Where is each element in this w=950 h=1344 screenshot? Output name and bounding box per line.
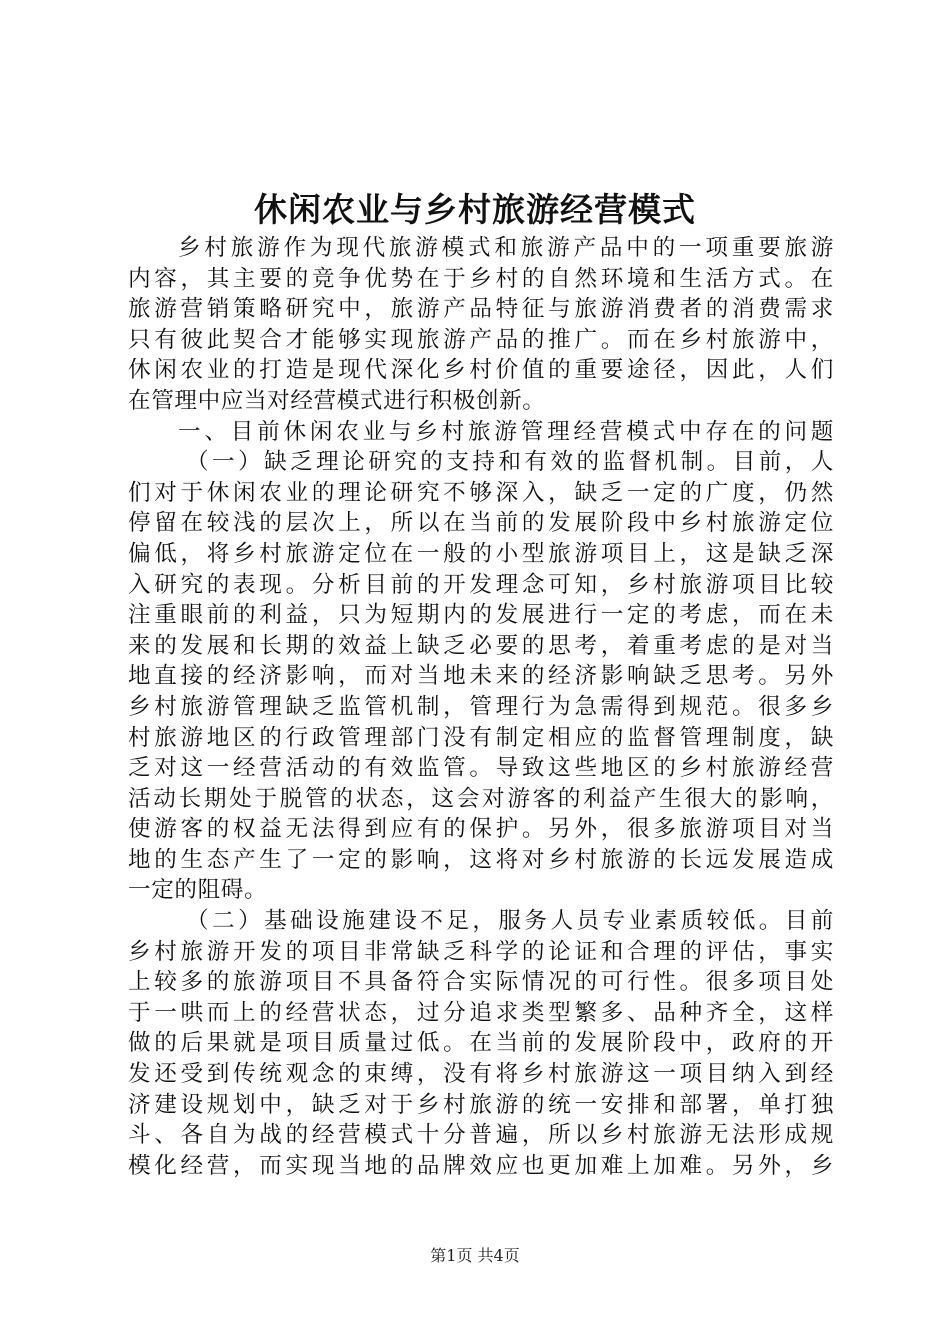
page-number: 第1页 共4页: [430, 1246, 520, 1265]
paragraph-line: 乡村旅游开发的项目非常缺乏科学的论证和合理的评估，事实: [128, 938, 834, 965]
paragraph-line: 一定的阻碍。: [128, 877, 268, 904]
paragraph-line: 于一哄而上的经营状态，过分追求类型繁多、品种齐全，这样: [128, 999, 834, 1026]
paragraph-line: 内容，其主要的竞争优势在于乡村的自然环境和生活方式。在: [128, 265, 834, 292]
paragraph-line: 来的发展和长期的效益上缺乏必要的思考，着重考虑的是对当: [128, 632, 834, 659]
paragraph-line: 地直接的经济影响，而对当地未来的经济影响缺乏思考。另外: [128, 663, 834, 690]
paragraph-line: 做的后果就是项目质量过低。在当前的发展阶段中，政府的开: [128, 1030, 834, 1057]
paragraph-line: 活动长期处于脱管的状态，这会对游客的利益产生很大的影响，: [128, 785, 834, 812]
paragraph-line: 上较多的旅游项目不具备符合实际情况的可行性。很多项目处: [128, 969, 834, 996]
paragraph-line: 模化经营，而实现当地的品牌效应也更加难上加难。另外，乡: [128, 1152, 834, 1179]
paragraph-line: 在管理中应当对经营模式进行积极创新。: [128, 387, 546, 414]
paragraph-line: 地的生态产生了一定的影响，这将对乡村旅游的长远发展造成: [128, 846, 834, 873]
document-body: [128, 233, 834, 1181]
document-title: 休闲农业与乡村旅游经营模式: [254, 190, 696, 229]
paragraph-line: 乏对这一经营活动的有效监管。导致这些地区的乡村旅游经营: [128, 755, 834, 782]
paragraph-line: 注重眼前的利益，只为短期内的发展进行一定的考虑，而在未: [128, 602, 834, 629]
paragraph-line: 使游客的权益无法得到应有的保护。另外，很多旅游项目对当: [128, 816, 834, 843]
paragraph-line: （一）缺乏理论研究的支持和有效的监督机制。目前，人: [186, 449, 834, 476]
paragraph-line: （二）基础设施建设不足，服务人员专业素质较低。目前: [186, 908, 834, 935]
paragraph-line: 停留在较浅的层次上，所以在当前的发展阶段中乡村旅游定位: [128, 510, 834, 537]
section-heading: 一、目前休闲农业与乡村旅游管理经营模式中存在的问题: [178, 418, 834, 445]
paragraph-line: 偏低，将乡村旅游定位在一般的小型旅游项目上，这是缺乏深: [128, 540, 834, 567]
paragraph-line: 乡村旅游管理缺乏监管机制，管理行为急需得到规范。很多乡: [128, 693, 834, 720]
paragraph-line: 斗、各自为战的经营模式十分普遍，所以乡村旅游无法形成规: [128, 1122, 834, 1149]
paragraph-line: 旅游营销策略研究中，旅游产品特征与旅游消费者的消费需求: [128, 296, 834, 323]
paragraph-line: 村旅游地区的行政管理部门没有制定相应的监督管理制度，缺: [128, 724, 834, 751]
paragraph-line: 入研究的表现。分析目前的开发理念可知，乡村旅游项目比较: [128, 571, 834, 598]
paragraph-line: 们对于休闲农业的理论研究不够深入，缺乏一定的广度，仍然: [128, 479, 834, 506]
paragraph-line: 休闲农业的打造是现代深化乡村价值的重要途径，因此，人们: [128, 357, 834, 384]
paragraph-line: 济建设规划中，缺乏对于乡村旅游的统一安排和部署，单打独: [128, 1091, 834, 1118]
paragraph-line: 乡村旅游作为现代旅游模式和旅游产品中的一项重要旅游: [178, 235, 834, 261]
paragraph-line: 发还受到传统观念的束缚，没有将乡村旅游这一项目纳入到经: [128, 1061, 834, 1088]
paragraph-line: 只有彼此契合才能够实现旅游产品的推广。而在乡村旅游中，: [128, 326, 834, 353]
